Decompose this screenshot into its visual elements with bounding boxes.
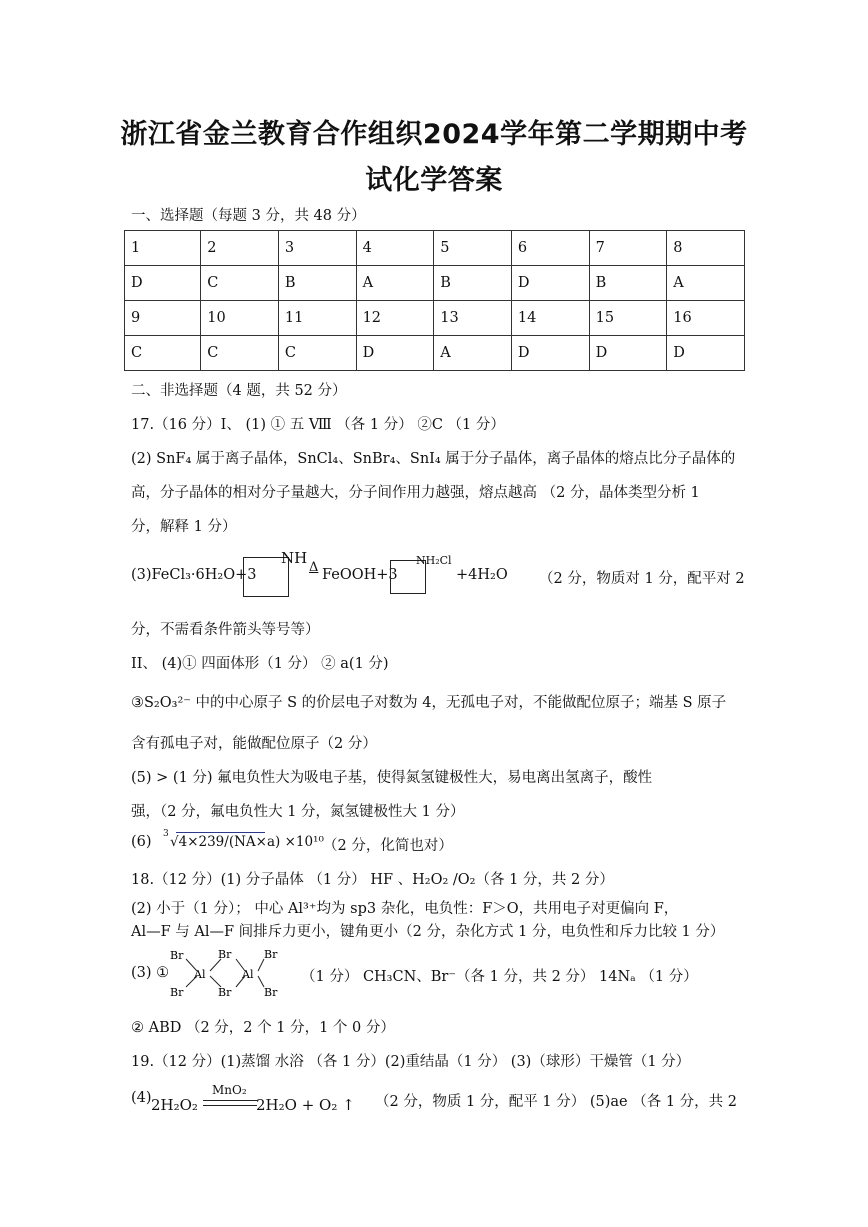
table-cell: 11 — [278, 301, 356, 336]
section1-heading: 一、选择题（每题 3 分，共 48 分） — [131, 208, 366, 224]
q19-eq-rhs: 2H₂O + O₂ ↑ — [256, 1096, 355, 1114]
q17-line9: (5) > (1 分) 氟电负性大为吸电子基，使得氮氢键极性大，易电离出氢离子，酸性 — [131, 770, 653, 786]
q18-line5: ② ABD （2 分，2 个 1 分，1 个 0 分） — [131, 1020, 395, 1036]
atom-br: Br — [170, 986, 184, 999]
table-cell: B — [589, 266, 667, 301]
table-cell: 2 — [201, 231, 279, 266]
document-title-line1: 浙江省金兰教育合作组织2024学年第二学期期中考 — [120, 119, 748, 150]
q19-eq-lhs: 2H₂O₂ — [151, 1096, 198, 1114]
q18-line4-text: （1 分） CH₃CN、Br⁻（各 1 分，共 2 分） 14Nₐ （1 分） — [301, 969, 698, 985]
table-cell: 14 — [511, 301, 589, 336]
q17-line11-formula: √4×239/(NA×a) ×10¹⁰ — [170, 834, 324, 850]
table-row — [125, 301, 745, 336]
table-cell: 9 — [125, 301, 201, 336]
table-cell: C — [125, 336, 201, 371]
atom-br: Br — [170, 949, 184, 962]
atom-br: Br — [264, 948, 278, 961]
table-cell: 10 — [201, 301, 279, 336]
q17-line11-label: (6) — [131, 834, 152, 850]
table-cell: 1 — [125, 231, 201, 266]
q19-line2-note: （2 分，物质 1 分，配平 1 分） (5)ae （各 1 分，共 2 — [375, 1094, 737, 1110]
table-cell: C — [201, 266, 279, 301]
al2br6-structure — [166, 945, 292, 1001]
table-cell: D — [589, 336, 667, 371]
table-cell: 13 — [434, 301, 512, 336]
atom-al: Al — [242, 968, 254, 981]
q17-eq-note: （2 分，物质对 1 分，配平对 2 — [539, 571, 745, 587]
atom-br: Br — [218, 948, 232, 961]
q17-line10: 强，（2 分，氟电负性大 1 分，氮氢键极性大 1 分） — [131, 804, 465, 820]
q17-line11-note: （2 分，化简也对） — [323, 838, 453, 854]
table-cell: D — [356, 336, 434, 371]
atom-al: Al — [194, 968, 206, 981]
table-cell: A — [356, 266, 434, 301]
q17-line11-root-index: 3 — [163, 829, 169, 839]
table-cell: D — [125, 266, 201, 301]
q17-line7: ③S₂O₃²⁻ 中的中心原子 S 的价层电子对数为 4，无孤电子对，不能做配位原子；端基 S 原子 — [131, 695, 727, 711]
q18-line4-label: (3) ① — [131, 965, 170, 981]
q17-line3: 高，分子晶体的相对分子量越大，分子间作用力越强，熔点越高 （2 分，晶体类型分析 1 — [131, 485, 700, 501]
table-cell: 15 — [589, 301, 667, 336]
table-cell: 4 — [356, 231, 434, 266]
document-title-line2: 试化学答案 — [365, 165, 503, 196]
equals-arrow — [203, 1100, 257, 1106]
table-cell: 7 — [589, 231, 667, 266]
table-cell: 12 — [356, 301, 434, 336]
q17-line1: 17.（16 分）I、 (1) ① 五 Ⅷ （各 1 分） ②C （1 分） — [131, 417, 505, 433]
table-row — [125, 336, 745, 371]
table-cell: A — [434, 336, 512, 371]
table-row — [125, 266, 745, 301]
atom-br: Br — [264, 986, 278, 999]
q19-line1: 19.（12 分）(1)蒸馏 水浴 （各 1 分）(2)重结晶（1 分） (3)（球形）干燥管（1 分） — [131, 1054, 691, 1070]
table-row — [125, 231, 745, 266]
q17-eq-reactant: (3)FeCl₃·6H₂O+3 — [131, 567, 257, 583]
table-cell: C — [201, 336, 279, 371]
table-cell: A — [667, 266, 745, 301]
q17-eq-nh: NH — [281, 549, 308, 567]
q18-line3: Al—F 与 Al—F 间排斥力更小，键角更小（2 分，杂化方式 1 分，电负性和斥力比较 1 分） — [131, 924, 725, 940]
q18-line2: (2) 小于（1 分）； 中心 Al³⁺均为 sp3 杂化，电负性：F＞O，共用电子对更偏向 F， — [131, 901, 679, 917]
table-cell: 8 — [667, 231, 745, 266]
table-cell: C — [278, 336, 356, 371]
q19-line2-label: (4) — [131, 1090, 152, 1106]
table-cell: 6 — [511, 231, 589, 266]
radical-overline — [176, 832, 265, 833]
table-cell: 16 — [667, 301, 745, 336]
answer-table — [124, 230, 745, 371]
table-cell: D — [667, 336, 745, 371]
q17-line2: (2) SnF₄ 属于离子晶体，SnCl₄、SnBr₄、SnI₄ 属于分子晶体，离子晶体的熔点比分子晶体的 — [131, 451, 736, 467]
table-cell: D — [511, 266, 589, 301]
table-cell: B — [278, 266, 356, 301]
q17-eq-water: +4H₂O — [456, 567, 508, 583]
section2-heading: 二、非选择题（4 题，共 52 分） — [131, 383, 347, 399]
q17-eq-product: FeOOH+3 — [322, 567, 398, 583]
q19-eq-catalyst: MnO₂ — [212, 1083, 247, 1097]
table-cell: B — [434, 266, 512, 301]
table-cell: 5 — [434, 231, 512, 266]
q17-line8: 含有孤电子对，能做配位原子（2 分） — [131, 736, 377, 752]
q18-line1: 18.（12 分）(1) 分子晶体 （1 分） HF 、H₂O₂ /O₂（各 1 分，共 2 分） — [131, 872, 614, 888]
table-cell: 3 — [278, 231, 356, 266]
q17-line4: 分，解释 1 分） — [131, 519, 237, 535]
q17-eq-nh2cl: NH₂Cl — [416, 554, 452, 567]
atom-br: Br — [218, 986, 232, 999]
q17-line6: II、 (4)① 四面体形（1 分） ② a(1 分) — [131, 656, 389, 672]
table-cell: D — [511, 336, 589, 371]
q17-line5: 分，不需看条件箭头等号等） — [131, 622, 320, 638]
q17-eq-delta: Δ — [309, 560, 319, 575]
